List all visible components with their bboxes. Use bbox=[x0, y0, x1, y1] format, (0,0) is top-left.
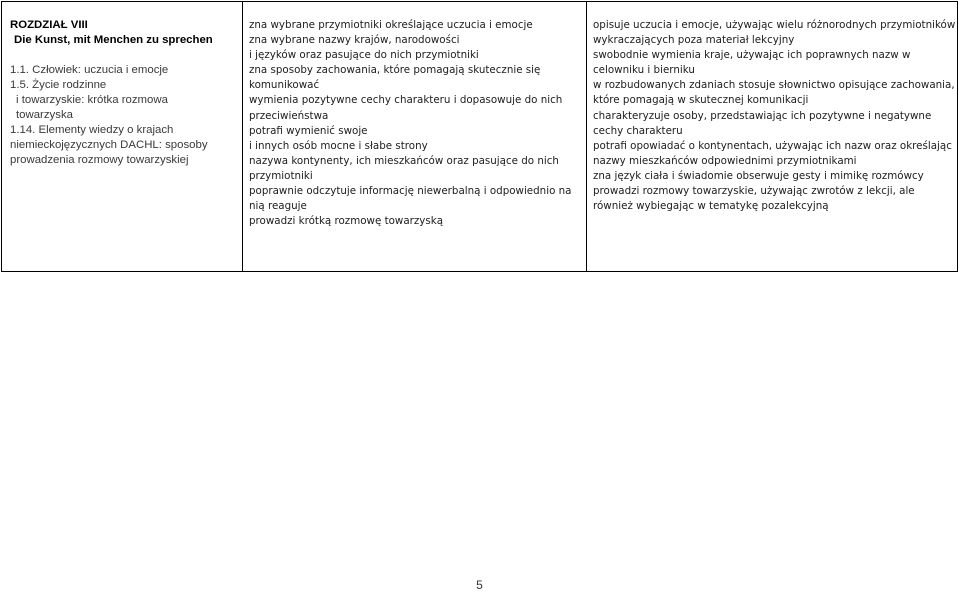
requirement-line: przymiotniki bbox=[249, 169, 313, 182]
topic-line: towarzyska bbox=[16, 109, 73, 121]
requirement-line: i innych osób mocne i słabe strony bbox=[249, 139, 428, 152]
requirement-line: nią reaguje bbox=[249, 200, 307, 213]
chapter-subtitle: Die Kunst, mit Menchen zu sprechen bbox=[14, 34, 213, 46]
topic-line: niemieckojęzycznych DACHL: sposoby bbox=[10, 139, 208, 151]
requirement-line: wymienia pozytywne cechy charakteru i dopasowuje do nich bbox=[249, 94, 563, 107]
requirement-line: które pomagają w skutecznej komunikacji bbox=[593, 94, 809, 107]
requirement-line: prowadzi krótką rozmowę towarzyską bbox=[249, 215, 444, 228]
requirement-line: celowniku i bierniku bbox=[593, 64, 695, 77]
requirement-line: i języków oraz pasujące do nich przymiotniki bbox=[249, 49, 479, 62]
requirement-line: również wybiegając w tematykę pozalekcyjną bbox=[593, 200, 829, 213]
chapter-title: ROZDZIAŁ VIII bbox=[10, 19, 88, 31]
requirements-table bbox=[1, 1, 958, 272]
extended-requirements-column bbox=[586, 2, 957, 271]
requirement-line: prowadzi rozmowy towarzyskie, używając zwrotów z lekcji, ale bbox=[593, 185, 915, 198]
requirement-line: zna wybrane nazwy krajów, narodowości bbox=[249, 34, 460, 47]
topic-line: 1.5. Życie rodzinne bbox=[10, 79, 107, 91]
requirement-line: opisuje uczucia i emocje, używając wielu różnorodnych przymiotników bbox=[593, 19, 956, 31]
requirement-line: potrafi opowiadać o kontynentach, używając ich nazw oraz określając bbox=[593, 139, 952, 152]
basic-requirements-column bbox=[242, 2, 586, 271]
requirement-line: przeciwieństwa bbox=[249, 109, 329, 122]
topic-line: 1.14. Elementy wiedzy o krajach bbox=[10, 124, 174, 136]
requirement-line: zna język ciała i świadomie obserwuje gesty i mimikę rozmówcy bbox=[593, 169, 924, 182]
requirement-line: potrafi wymienić swoje bbox=[249, 124, 368, 137]
requirement-line: poprawnie odczytuje informację niewerbalną i odpowiednio na bbox=[249, 185, 572, 198]
page-number: 5 bbox=[476, 578, 483, 592]
requirement-line: zna sposoby zachowania, które pomagają skutecznie się bbox=[249, 64, 541, 77]
requirement-line: nazwy mieszkańców odpowiednimi przymiotnikami bbox=[593, 154, 857, 167]
requirement-line: nazywa kontynenty, ich mieszkańców oraz pasujące do nich bbox=[249, 154, 559, 167]
requirement-line: komunikować bbox=[249, 79, 320, 92]
requirement-line: swobodnie wymienia kraje, używając ich poprawnych nazw w bbox=[593, 49, 911, 62]
topic-line: i towarzyskie: krótka rozmowa bbox=[16, 94, 168, 106]
requirement-line: zna wybrane przymiotniki określające uczucia i emocje bbox=[249, 19, 533, 31]
requirement-line: w rozbudowanych zdaniach stosuje słownictwo opisujące zachowania, bbox=[593, 79, 955, 92]
topic-line: prowadzenia rozmowy towarzyskiej bbox=[10, 154, 189, 166]
topic-line: 1.1. Człowiek: uczucia i emocje bbox=[10, 64, 169, 76]
topics-column bbox=[2, 2, 242, 271]
requirement-line: wykraczających poza materiał lekcyjny bbox=[593, 34, 795, 47]
requirement-line: cechy charakteru bbox=[593, 124, 683, 137]
requirement-line: charakteryzuje osoby, przedstawiając ich pozytywne i negatywne bbox=[593, 109, 932, 122]
